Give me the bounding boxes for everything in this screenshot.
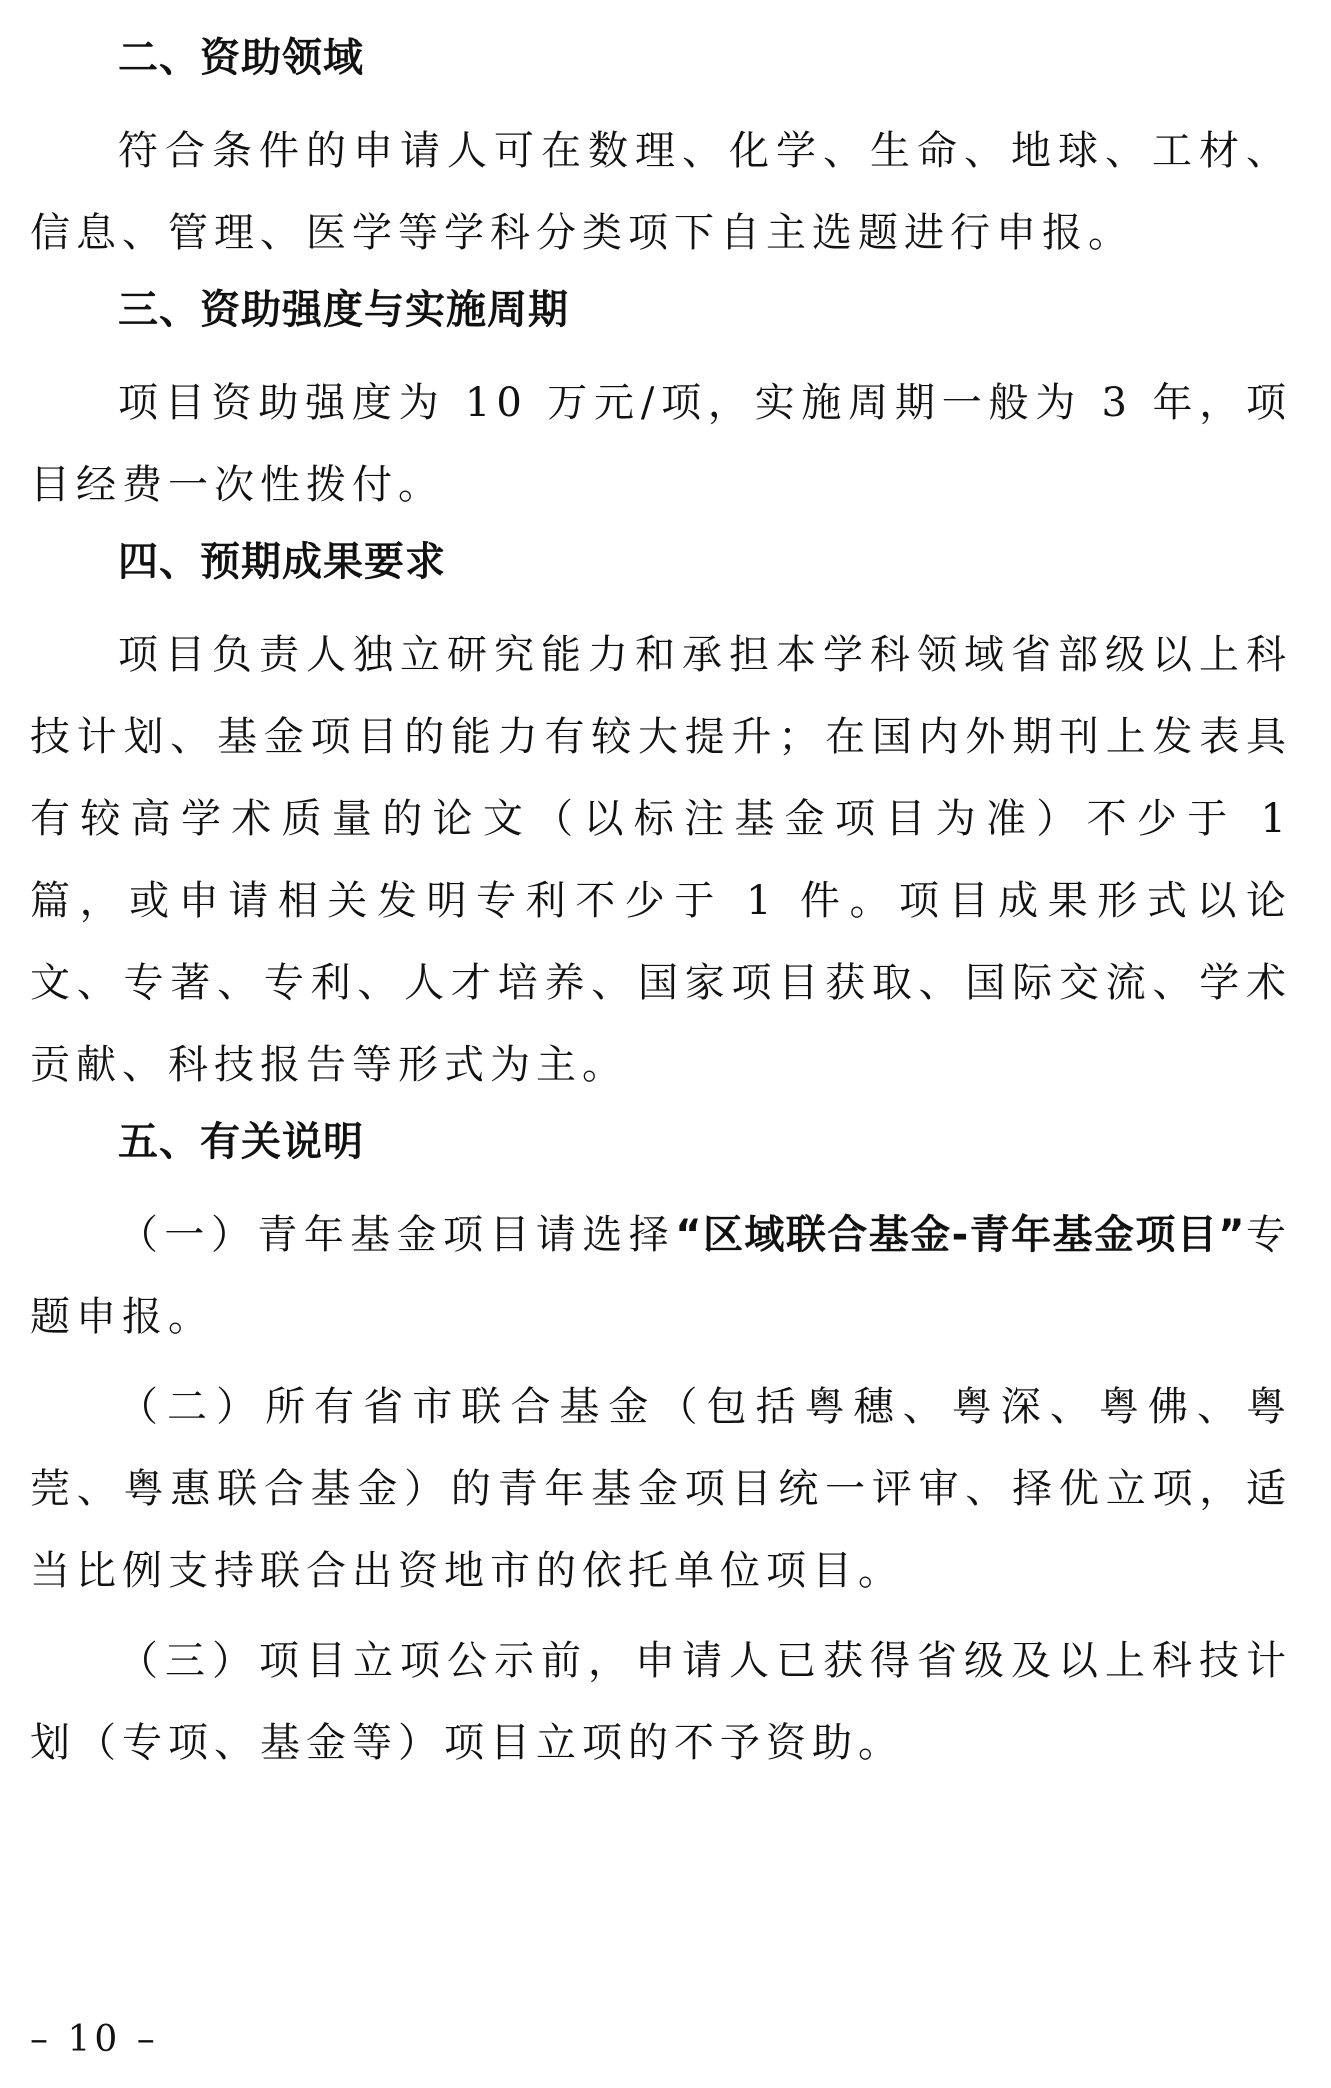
paragraph-funding-fields: 符合条件的申请人可在数理、化学、生命、地球、工材、信息、管理、医学等学科分类项下自主选题进行申报。	[30, 128, 1292, 256]
section-heading-funding-intensity: 三、资助强度与实施周期	[118, 287, 569, 333]
section-heading-funding-fields: 二、资助领域	[118, 35, 364, 81]
paragraph-note-2: （二）所有省市联合基金（包括粤穗、粤深、粤佛、粤莞、粤惠联合基金）的青年基金项目统一评审、择优立项，适当比例支持联合出资地市的依托单位项目。	[30, 1384, 1292, 1594]
paragraph-note-1	[30, 1194, 1292, 1358]
paragraph-funding-intensity: 项目资助强度为 10 万元/项，实施周期一般为 3 年，项目经费一次性拨付。	[30, 380, 1292, 508]
note-1-topic-name: “区域联合基金-青年基金项目”	[675, 1212, 1246, 1258]
document-page	[30, 30, 1292, 1792]
section-heading-expected-results: 四、预期成果要求	[118, 539, 446, 585]
page-number: – 10 –	[30, 2019, 159, 2060]
note-1-prefix: （一）青年基金项目请选择	[118, 1212, 676, 1258]
note-1-suffix: 专题申报。	[30, 1212, 1292, 1340]
paragraph-expected-results: 项目负责人独立研究能力和承担本学科领域省部级以上科技计划、基金项目的能力有较大提升；在国内外期刊上发表具有较高学术质量的论文（以标注基金项目为准）不少于 1 篇，或申请相关发明专利不少于 1 件。项目成果形式以论文、专著、专利、人才培养、国家项目获取、国际交流、学术贡献、科技报告等形式为主。	[30, 632, 1292, 1088]
section-heading-notes: 五、有关说明	[118, 1119, 364, 1165]
paragraph-note-3: （三）项目立项公示前，申请人已获得省级及以上科技计划（专项、基金等）项目立项的不予资助。	[30, 1638, 1292, 1766]
